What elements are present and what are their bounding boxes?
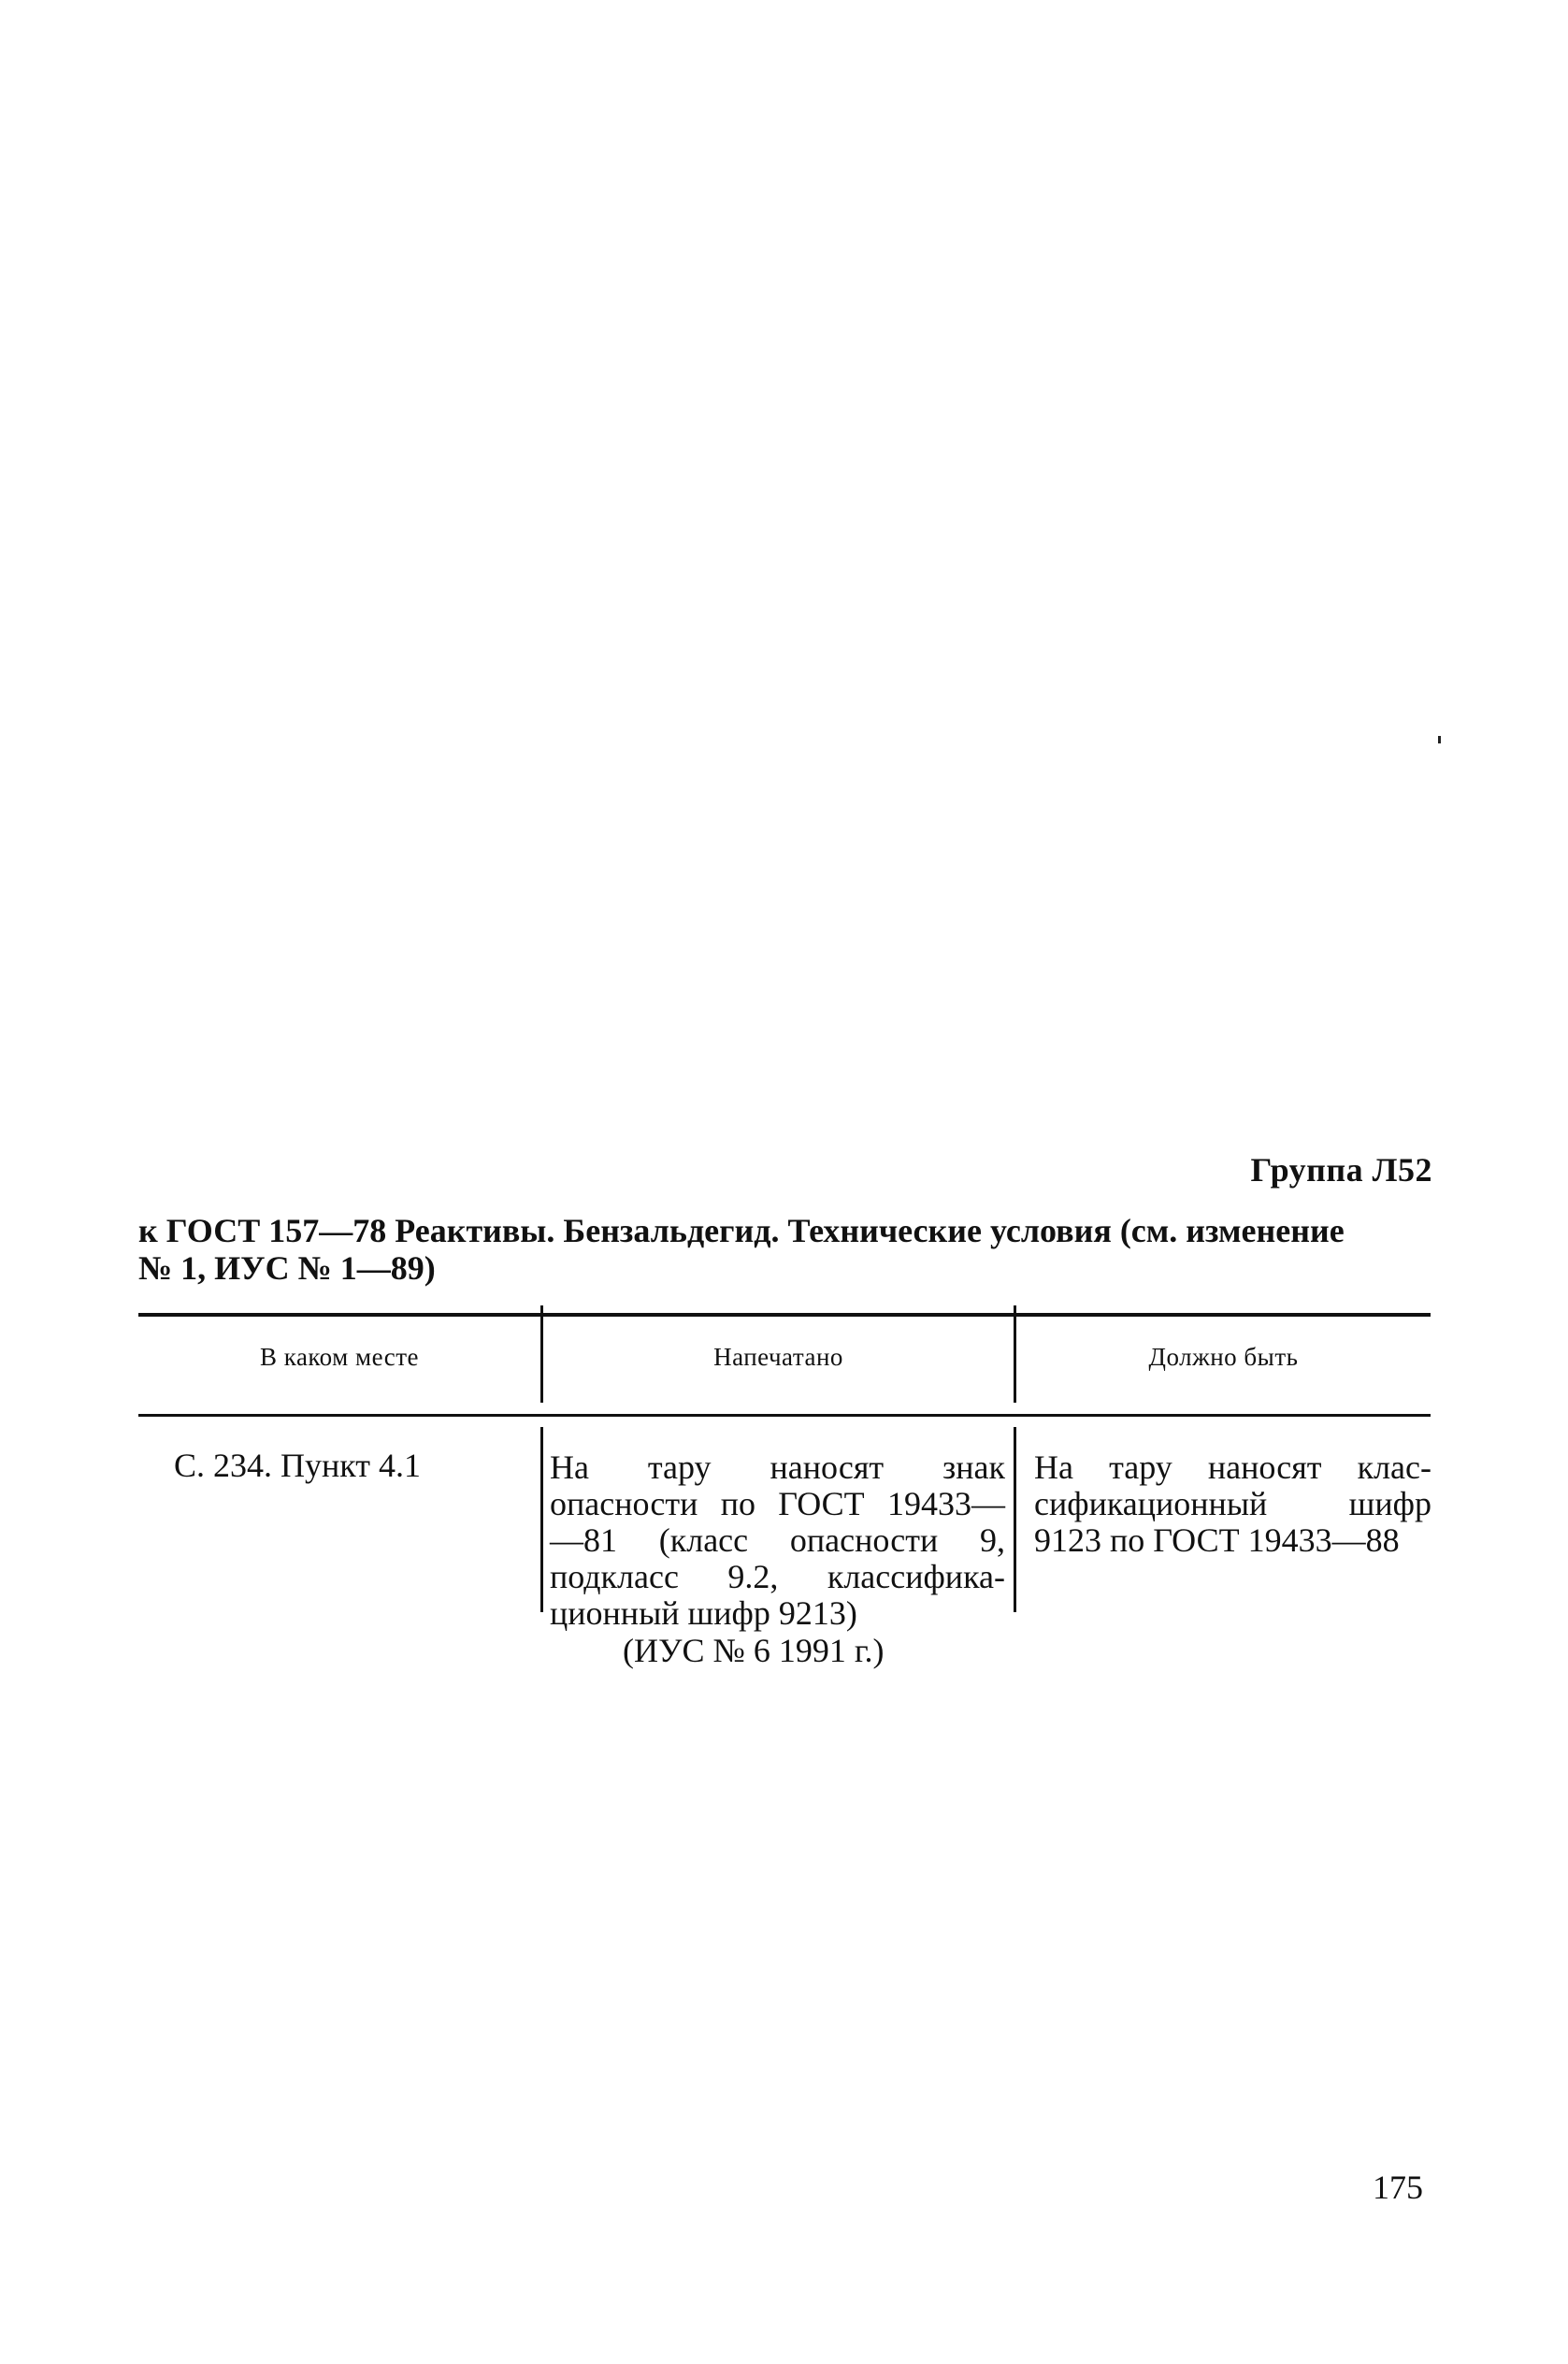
- printed-line-4: подкласс 9.2, классифика-: [550, 1558, 1005, 1595]
- group-label: Группа Л52: [1250, 1151, 1432, 1189]
- cell-place: С. 234. Пункт 4.1: [174, 1447, 422, 1484]
- amendment-heading: [138, 1212, 1431, 1287]
- body-divider-1: [540, 1427, 543, 1612]
- table-header-rule: [138, 1414, 1431, 1417]
- should-line-3: 9123 по ГОСТ 19433—88: [1034, 1521, 1400, 1559]
- should-line-1: На тару наносят клас-: [1034, 1449, 1431, 1486]
- heading-line-2: № 1, ИУС № 1—89): [138, 1249, 436, 1287]
- printed-line-2: опасности по ГОСТ 19433—: [550, 1485, 1005, 1522]
- table-top-rule: [138, 1313, 1431, 1317]
- page-number: 175: [1373, 2169, 1423, 2206]
- printed-line-3: —81 (класс опасности 9,: [550, 1521, 1005, 1559]
- printed-line-1: На тару наносят знак: [550, 1449, 1005, 1486]
- cell-should: [1034, 1449, 1431, 1559]
- header-printed: Напечатано: [713, 1343, 843, 1371]
- body-divider-2: [1014, 1427, 1016, 1612]
- header-place: В каком месте: [259, 1343, 420, 1371]
- cell-printed: [550, 1449, 1005, 1632]
- source-note: (ИУС № 6 1991 г.): [623, 1632, 885, 1669]
- should-line-2: сификационный шифр: [1034, 1485, 1431, 1522]
- header-should: Должно быть: [1148, 1343, 1299, 1371]
- printed-line-5: ционный шифр 9213): [550, 1594, 857, 1632]
- scan-speck: [1438, 736, 1441, 743]
- heading-line-1: к ГОСТ 157—78 Реактивы. Бензальдегид. Технические условия (см. изменение: [138, 1212, 1345, 1249]
